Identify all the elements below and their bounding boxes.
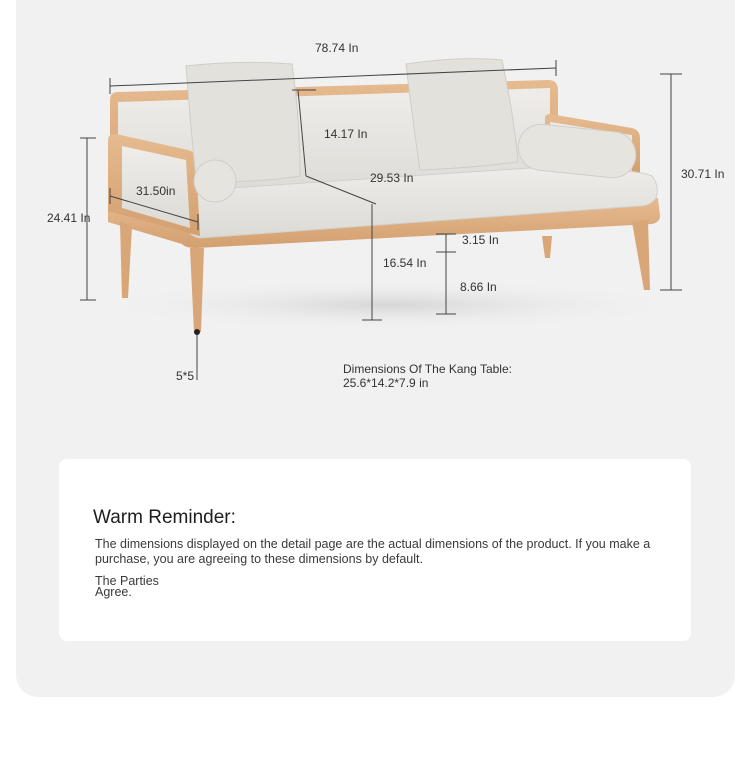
reminder-card [59,459,691,641]
seat-depth-label: 29.53 In [370,171,414,185]
cushion-thickness-label: 3.15 In [462,233,499,247]
reminder-parties-line1: The Parties [95,574,159,588]
total-width-label: 78.74 In [315,41,359,55]
reminder-body: The dimensions displayed on the detail page are the actual dimensions of the product. If you make a purchase, you are agreeing to these dimensions by default. [95,537,651,566]
total-height-label: 30.71 In [681,167,725,181]
arm-depth-label: 31.50in [136,184,176,198]
bolster-left [194,160,236,202]
reminder-parties-line2: Agree. [95,585,132,599]
kang-table-title: Dimensions Of The Kang Table: [343,362,512,376]
arm-height-label: 24.41 In [47,211,91,225]
leg-back-left [120,222,132,298]
leg-size-dot [194,329,200,335]
pillow-right [406,59,518,170]
leg-size-label: 5*5 [176,369,195,383]
back-height-label: 14.17 In [324,127,368,141]
leg-height-label: 8.66 In [460,280,497,294]
floor-shadow [90,279,690,331]
kang-table-dimensions [343,362,512,390]
kang-table-size: 25.6*14.2*7.9 in [343,376,429,390]
leg-front-right [632,220,650,290]
reminder-parties [95,576,159,598]
seat-height-label: 16.54 In [383,256,427,270]
leg-back-right [542,236,552,258]
reminder-title: Warm Reminder: [93,507,236,528]
